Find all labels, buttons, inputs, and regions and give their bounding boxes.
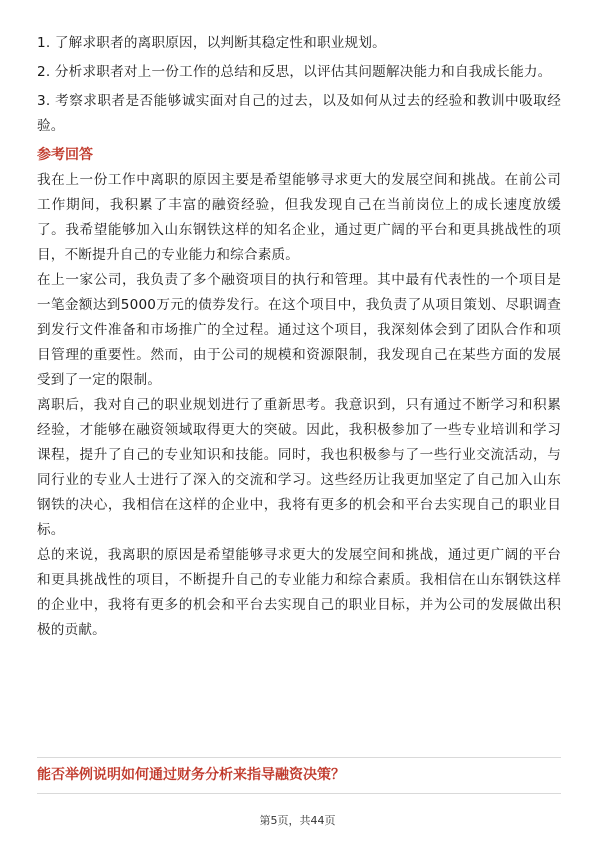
answer-heading: 参考回答 [37, 147, 93, 163]
criteria-item-1: 1. 了解求职者的离职原因，以判断其稳定性和职业规划。 [37, 35, 386, 51]
answer-paragraph: 在上一家公司，我负责了多个融资项目的执行和管理。其中最有代表性的一个项目是一笔金额达到5000万元的债券发行。在这个项目中，我负责了从项目策划、尽职调查到发行文件准备和市场推广的全过程。通过这个项目，我深刻体会到了团队合作和项目管理的重要性。然而，由于公司的规模和资源限制，我发现自己在某些方面的发展受到了一定的限制。 [37, 272, 561, 388]
divider-bottom [37, 793, 561, 794]
next-question-heading: 能否举例说明如何通过财务分析来指导融资决策？ [37, 767, 345, 783]
criteria-item-2: 2. 分析求职者对上一份工作的总结和反思，以评估其问题解决能力和自我成长能力。 [37, 64, 552, 80]
criteria-item-3: 3. 考察求职者是否能够诚实面对自己的过去，以及如何从过去的经验和教训中吸取经验。 [37, 93, 561, 134]
page-number: 第5页，共44页 [259, 814, 336, 827]
divider-top [37, 757, 561, 758]
page-body [37, 31, 561, 643]
answer-paragraph: 总的来说，我离职的原因是希望能够寻求更大的发展空间和挑战，通过更广阔的平台和更具挑战性的项目，不断提升自己的专业能力和综合素质。我相信在山东钢铁这样的企业中，我将有更多的机会和平台去实现自己的职业目标，并为公司的发展做出积极的贡献。 [37, 547, 561, 638]
answer-paragraph: 离职后，我对自己的职业规划进行了重新思考。我意识到，只有通过不断学习和积累经验，才能够在融资领域取得更大的突破。因此，我积极参加了一些专业培训和学习课程，提升了自己的专业知识和技能。同时，我也积极参与了一些行业交流活动，与同行业的专业人士进行了深入的交流和学习。这些经历让我更加坚定了自己加入山东钢铁的决心，我相信在这样的企业中，我将有更多的机会和平台去实现自己的职业目标。 [37, 397, 561, 538]
answer-paragraph: 我在上一份工作中离职的原因主要是希望能够寻求更大的发展空间和挑战。在前公司工作期间，我积累了丰富的融资经验，但我发现自己在当前岗位上的成长速度放缓了。我希望能够加入山东钢铁这样的知名企业，通过更广阔的平台和更具挑战性的项目，不断提升自己的专业能力和综合素质。 [37, 172, 561, 263]
